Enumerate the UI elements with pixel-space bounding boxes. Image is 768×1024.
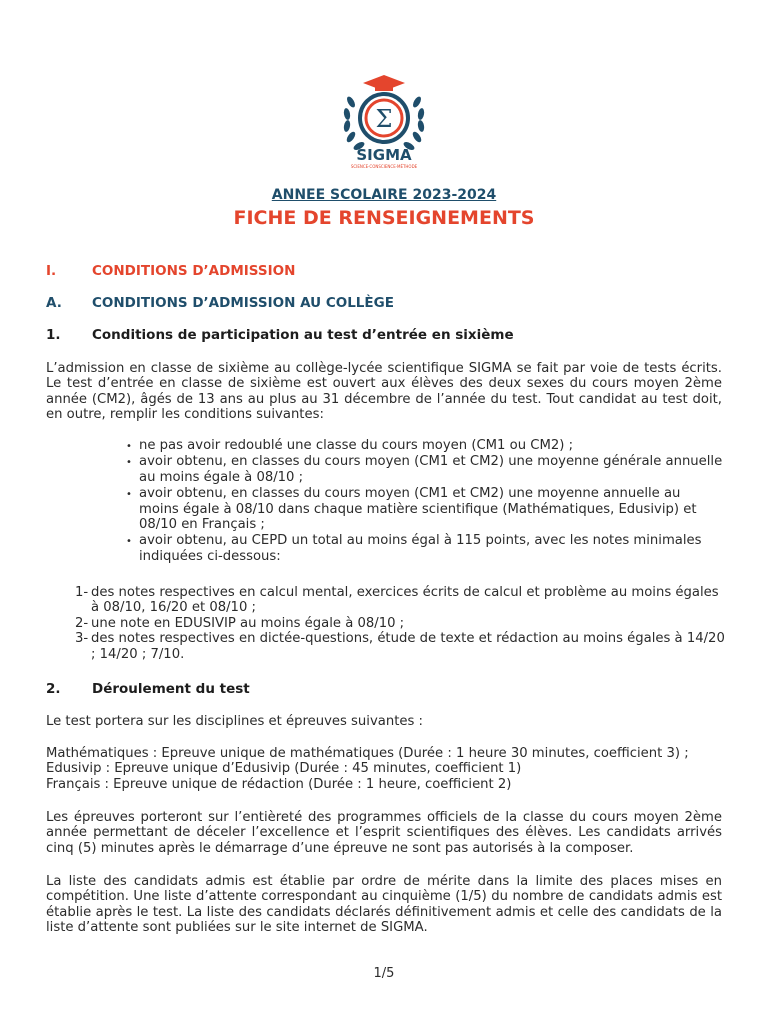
list-item: • avoir obtenu, au CEPD un total au moins égal à 115 points, avec les notes minimales indiquées ci-dessous: [124,533,724,564]
list-item: • avoir obtenu, en classes du cours moyen (CM1 et CM2) une moyenne annuelle au moins égale à 08/10 dans chaque matière scientifique (Mathématiques, Edusivip) et 08/10 en Français ; [124,486,724,532]
item-text: une note en EDUSIVIP au moins égale à 08/10 ; [91,615,405,631]
item-number: 1- [75,585,89,600]
test-intro: Le test portera sur les disciplines et épreuves suivantes : [46,714,423,729]
section-num: A. [46,295,62,311]
subsection-num: 1. [46,327,61,343]
page-title: FICHE DE RENSEIGNEMENTS [233,207,535,229]
list-item [75,616,725,631]
sigma-symbol: Σ [375,105,393,133]
section-num: I. [46,263,57,279]
epreuves-block [46,746,722,792]
sigma-logo [339,72,429,170]
subsection-title: Déroulement du test [92,681,250,697]
cepd-notes-list [75,585,725,662]
logo-tagline: SCIENCE·CONSCIENCE·MÉTHODE [350,164,418,169]
logo-name: SIGMA [356,146,412,164]
epreuves-paragraph: Les épreuves porteront sur l’entièreté des programmes officiels de la classe du cours moyen 2ème année permettant de déceler l’excellence et l’esprit scientifiques des élèves. Les candidats arrivés cinq (5) minutes après le démarrage d’une épreuve ne sont pas autorisés à la composer. [46,810,722,856]
school-year: ANNEE SCOLAIRE 2023-2024 [271,187,497,203]
epreuve-line: Mathématiques : Epreuve unique de mathématiques (Durée : 1 heure 30 minutes, coefficient 3) ; [46,746,689,761]
sigma-logo-graphic [339,72,429,170]
list-item [75,585,725,616]
subsection-num: 2. [46,681,61,697]
item-number: 3- [75,631,89,647]
list-item: • ne pas avoir redoublé une classe du cours moyen (CM1 ou CM2) ; [124,438,724,453]
item-number: 2- [75,615,89,631]
section-title: CONDITIONS D’ADMISSION [92,263,296,279]
epreuve-line: Edusivip : Epreuve unique d’Edusivip (Durée : 45 minutes, coefficient 1) [46,761,522,777]
section-title: CONDITIONS D’ADMISSION AU COLLÈGE [92,295,394,311]
epreuve-line: Français : Epreuve unique de rédaction (Durée : 1 heure, coefficient 2) [46,776,512,792]
liste-paragraph: La liste des candidats admis est établie par ordre de mérite dans la limite des places mises en compétition. Une liste d’attente correspondant au cinquième (1/5) du nombre de candidats admis est établie après le test. La liste des candidats déclarés définitivement admis et celle des candidats de la liste d’attente sont publiées sur le site internet de SIGMA. [46,874,722,936]
conditions-list [124,438,724,565]
item-text: des notes respectives en dictée-questions, étude de texte et rédaction au moins égales à 14/20 ; 14/20 ; 7/10. [91,631,725,662]
item-text: des notes respectives en calcul mental, exercices écrits de calcul et problème au moins égales à 08/10, 16/20 et 08/10 ; [91,585,719,616]
list-item: • avoir obtenu, en classes du cours moyen (CM1 et CM2) une moyenne générale annuelle au moins égale à 08/10 ; [124,454,724,485]
list-item [75,631,725,662]
subsection-title: Conditions de participation au test d’entrée en sixième [92,327,514,343]
page-number: 1/5 [373,966,395,981]
intro-paragraph: L’admission en classe de sixième au collège-lycée scientifique SIGMA se fait par voie de tests écrits. Le test d’entrée en classe de sixième est ouvert aux élèves des deux sexes du cours moyen 2ème année (CM2), âgés de 13 ans au plus au 31 décembre de l’année du test. Tout candidat au test doit, en outre, remplir les conditions suivantes: [46,361,722,423]
